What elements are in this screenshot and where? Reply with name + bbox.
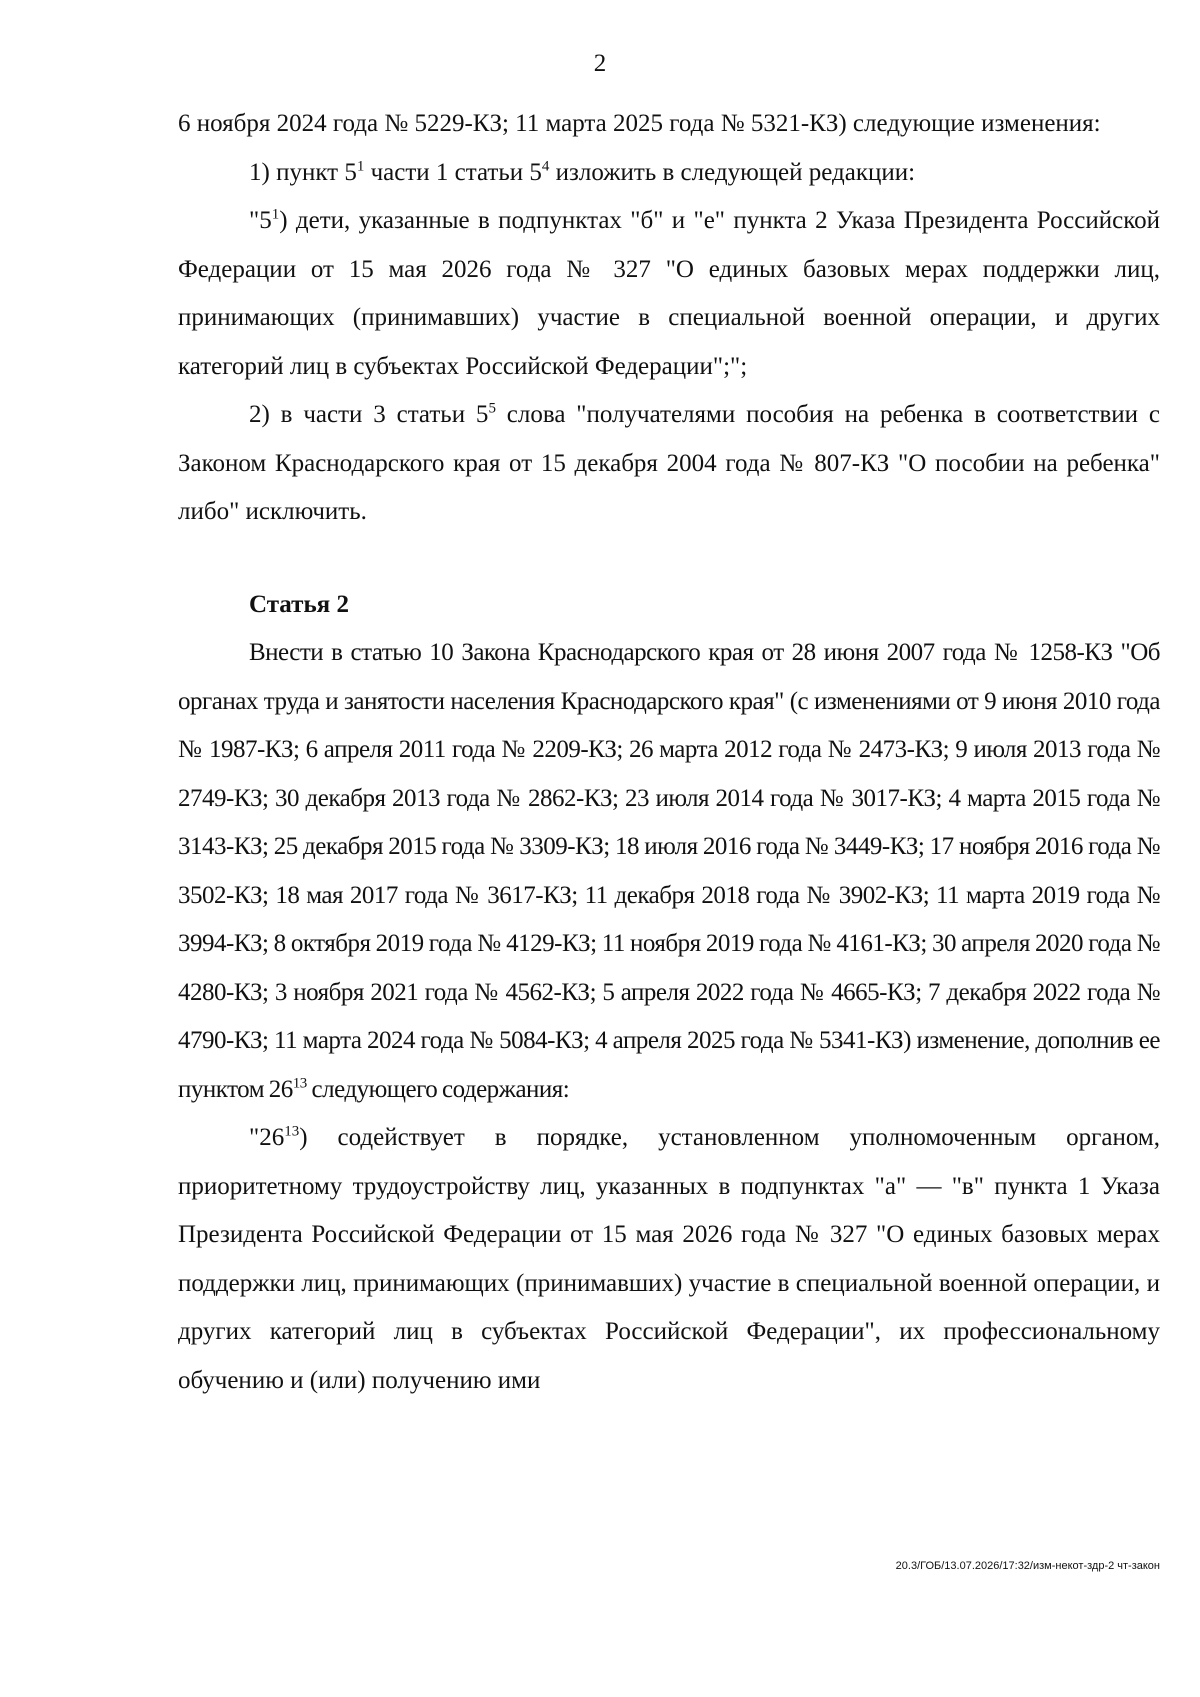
article-heading: Статья 2	[249, 590, 349, 618]
footer-reference: 20.3/ГОБ/13.07.2026/17:32/изм-некот-здр-2 чт-закон	[895, 1560, 1160, 1572]
paragraph-quote-26-13: "$26^{13}$) содействует в порядке, установленном уполномоченным органом, приоритетному трудоустройству лиц, указанных в подпунктах "а" — "в" пункта 1 Указа Президента Российской Федерации от 15 мая 2026 года № 327 "О единых базовых мерах поддержки лиц, принимающих (принимавших) участие в специальной военной операции, и других категорий лиц в субъектах Российской Федерации", их профессиональному обучению и (или) получению ими	[178, 1123, 1160, 1394]
paragraph-article-2: Внести в статью 10 Закона Краснодарского края от 28 июня 2007 года № 1258-КЗ "Об органах труда и занятости населения Краснодарского края" (с изменениями от 9 июня 2010 года № 1987-КЗ; 6 апреля 2011 года № 2209-КЗ; 26 марта 2012 года № 2473-КЗ; 9 июля 2013 года № 2749-КЗ; 30 декабря 2013 года № 2862-КЗ; 23 июля 2014 года № 3017-КЗ; 4 марта 2015 года № 3143-КЗ; 25 декабря 2015 года № 3309-КЗ; 18 июля 2016 года № 3449-КЗ; 17 ноября 2016 года № 3502-КЗ; 18 мая 2017 года № 3617-КЗ; 11 декабря 2018 года № 3902-КЗ; 11 марта 2019 года № 3994-КЗ; 8 октября 2019 года № 4129-КЗ; 11 ноября 2019 года № 4161-КЗ; 30 апреля 2020 года № 4280-КЗ; 3 ноября 2021 года № 4562-КЗ; 5 апреля 2022 года № 4665-КЗ; 7 декабря 2022 года № 4790-КЗ; 11 марта 2024 года № 5084-КЗ; 4 апреля 2025 года № 5341-КЗ) изменение, дополнив ее пунктом $26^{13}$ следующего содержания:	[178, 639, 1160, 1103]
paragraph-quote-5-1: "$5^1$) дети, указанные в подпунктах "б" и "е" пункта 2 Указа Президента Российской Федерации от 15 мая 2026 года № 327 "О единых базовых мерах поддержки лиц, принимающих (принимавших) участие в специальной военной операции, и других категорий лиц в субъектах Российской Федерации";";	[178, 206, 1160, 380]
paragraph-continuation: 6 ноября 2024 года № 5229-КЗ; 11 марта 2025 года № 5321-КЗ) следующие изменения:	[178, 110, 1101, 137]
paragraph-item-2: 2) в части 3 статьи $5^5$ слова "получателями пособия на ребенка в соответствии с Законом Краснодарского края от 15 декабря 2004 года № 807-КЗ "О пособии на ребенка" либо" исключить.	[178, 400, 1160, 525]
page-number: 2	[593, 50, 607, 77]
document-body	[178, 100, 1160, 1405]
paragraph-item-1: 1) пункт $5^1$ части 1 статьи $5^4$ изложить в следующей редакции:	[249, 158, 916, 186]
section-gap	[178, 537, 1160, 581]
